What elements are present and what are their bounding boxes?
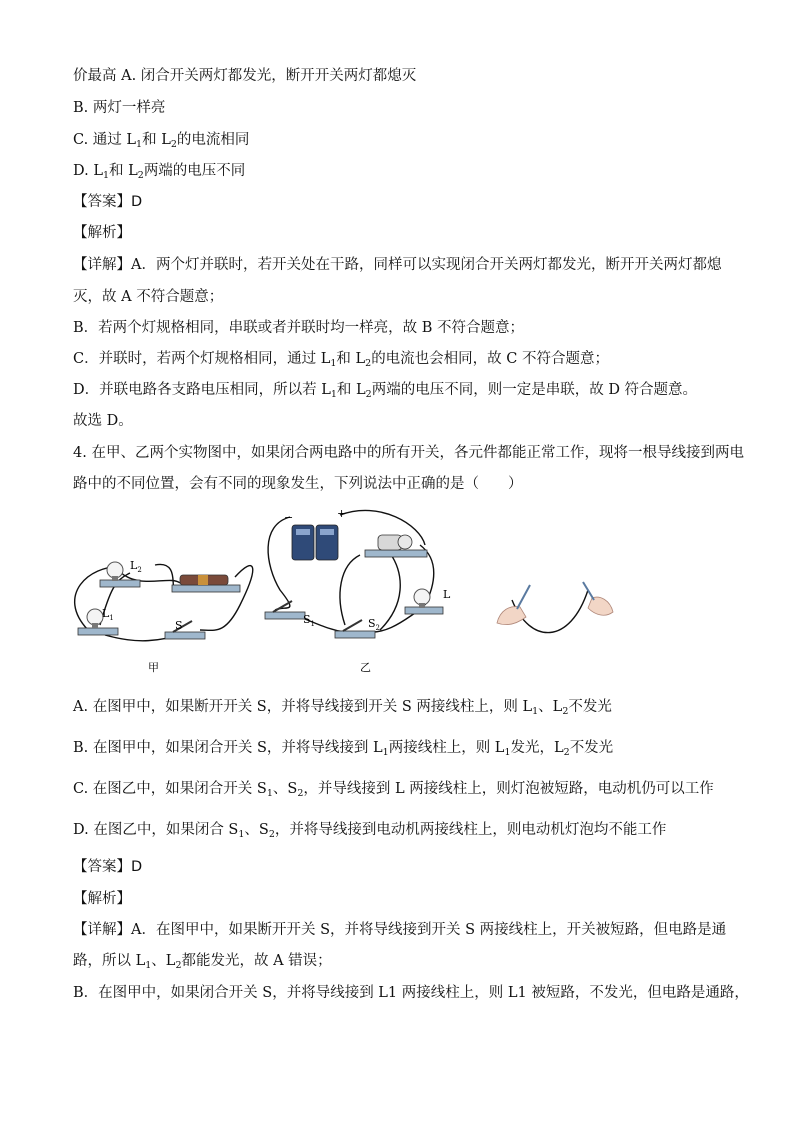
label-l1: $L_1$ [102, 607, 114, 622]
explanation-line: B．若两个灯规格相同，串联或者并联时均一样亮，故 B 不符合题意； [73, 320, 525, 336]
bulb-l1-icon [78, 609, 118, 635]
explanation-line: 【详解】A．在图甲中，如果断开开关 S，并将导线接到开关 S 两接线柱上，开关被短路，但电路是通 [73, 922, 727, 938]
label-s1: $S_1$ [303, 613, 316, 628]
battery-pack-icon [292, 525, 338, 560]
label-plus: + [337, 507, 347, 520]
explanation-line: 【详解】A．两个灯并联时，若开关处在干路，同样可以实现闭合开关两灯都发光，断开开关两灯都熄 [73, 257, 722, 273]
label-l: L [443, 588, 451, 601]
motor-icon [365, 535, 427, 557]
option-d: D. 在图乙中，如果闭合 $S_1$、$S_2$，并将导线接到电动机两接线柱上，则电动机灯泡均不能工作 [73, 822, 667, 840]
question-4-line2: 路中的不同位置，会有不同的现象发生，下列说法中正确的是（ ） [73, 476, 523, 492]
label-s2: $S_2$ [368, 617, 381, 632]
label-yi: 乙 [360, 661, 371, 674]
option-a: A. 在图甲中，如果断开开关 S，并将导线接到开关 S 两接线柱上，则 $L_1$、$L_2$不发光 [73, 699, 612, 717]
wire [380, 553, 400, 630]
answer-label: 【答案】D [73, 194, 143, 210]
explanation-line: D．并联电路各支路电压相同，所以若 $L_1$和 $L_2$两端的电压不同，则一定是串联，故 D 符合题意。 [73, 382, 698, 400]
explanation-line: B．在图甲中，如果闭合开关 S，并将导线接到 L1 两接线柱上，则 L1 被短路，不发光，但电路是通路， [73, 985, 749, 1001]
analysis-label: 【解析】 [73, 891, 131, 907]
label-minus: − [284, 511, 294, 524]
answer-label: 【答案】D [73, 859, 143, 875]
question-4-line1: 4. 在甲、乙两个实物图中，如果闭合两电路中的所有开关，各元件都能正常工作，现将一根导线接到两电 [73, 445, 744, 461]
label-l2: $L_2$ [130, 559, 142, 574]
conclusion-line: 故选 D。 [73, 413, 133, 429]
analysis-label: 【解析】 [73, 225, 131, 241]
wire [155, 564, 175, 587]
circuit-figure [60, 505, 630, 680]
switch-s1-icon [265, 601, 305, 619]
switch-s-icon [165, 621, 205, 639]
explanation-line: 路，所以 $L_1$、$L_2$都能发光，故 A 错误； [73, 953, 332, 971]
option-b: B. 在图甲中，如果闭合开关 S，并将导线接到 $L_1$两接线柱上，则 $L_1$发光，$L_2$不发光 [73, 740, 614, 758]
right-hand-icon [583, 582, 613, 615]
option-c: C. 在图乙中，如果闭合开关 $S_1$、$S_2$，并导线接到 L 两接线柱上，则灯泡被短路，电动机仍可以工作 [73, 781, 714, 799]
option-b-prev: B. 两灯一样亮 [73, 100, 166, 116]
option-d-prev: D. $L_1$和 $L_2$两端的电压不同 [73, 163, 246, 181]
wire [268, 517, 290, 610]
label-jia: 甲 [148, 661, 159, 674]
explanation-line: 灭，故 A 不符合题意； [73, 289, 224, 305]
label-s: S [175, 619, 183, 632]
text-line: 价最高 A. 闭合开关两灯都发光，断开开关两灯都熄灭 [73, 68, 417, 84]
explanation-line: C．并联时，若两个灯规格相同，通过 $L_1$和 $L_2$的电流也会相同，故 C 不符合题意； [73, 351, 609, 369]
option-c-prev: C. 通过 $L_1$和 $L_2$的电流相同 [73, 132, 250, 150]
bulb-l-icon [405, 589, 443, 614]
battery-tube-icon [172, 575, 240, 592]
wire [340, 555, 360, 625]
